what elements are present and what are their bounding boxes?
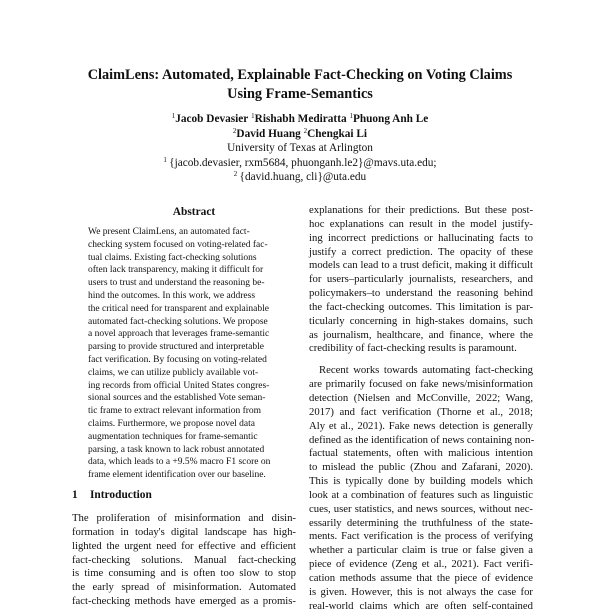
affil-marker: 1 [171, 112, 176, 120]
text-line: to mislead the public (Zhou and Zafarani, 2020). [309, 461, 533, 474]
text-line: ing records from official United States congres- [88, 380, 270, 391]
text-line: is given. However, this is not always the case for [309, 585, 533, 598]
text-line: The proliferation of misinformation and disin- [72, 512, 296, 524]
text-line: real-world claims which are often self-contained [309, 599, 533, 612]
text-line: the fact-checking outcomes. This limitation is par- [309, 300, 533, 313]
text-line: tic frame to extract relevant information from [88, 406, 262, 417]
email-addresses: {jacob.devasier, rxm5684, phuonganh.le2}@mavs.uta.edu; [169, 156, 437, 169]
text-line: checking system focused on voting-related fac- [88, 239, 268, 250]
text-line: 2017) and fact verification (Thorne et al., 2018; [309, 405, 533, 418]
text-line: sional sources and the established Vote seman- [88, 393, 266, 404]
affil-marker: 2 [232, 126, 237, 135]
paper-title [70, 66, 530, 104]
text-line: ing incorrect predictions or hallucinating facts to [309, 231, 533, 244]
text-line: Aly et al., 2021). Fake news detection is generally [309, 419, 533, 432]
text-line: cues, user statistics, and news sources, without nec- [309, 502, 533, 515]
text-line: detection (Nielsen and McConville, 2022; Wang, [309, 391, 533, 404]
text-line: claims, we can utilize publicly available vot- [88, 367, 259, 378]
text-line: justify a correct prediction. The opacity of these [309, 245, 533, 258]
author-line-1 [90, 112, 510, 127]
text-line: fact verification. By focusing on voting-related [88, 354, 267, 365]
affil-marker: 2 [233, 170, 238, 179]
author-name: Jacob Devasier [175, 113, 249, 125]
text-line: defined as the identification of news containing non- [309, 433, 535, 446]
section-heading [72, 489, 152, 501]
text-line: lighted the urgent need for effective and efficient [72, 539, 296, 552]
text-line: Recent works towards automating fact-checking [319, 364, 533, 377]
text-line: data, which leads to a +9.5% macro F1 score on [88, 457, 271, 468]
text-line: ments. Fact verification is the process of verifying [309, 530, 533, 543]
text-line: are primarily focused on fake news/misinformation [309, 378, 533, 391]
email-line-2 [90, 170, 510, 185]
text-line: the critical need for transparent and explainable [88, 303, 269, 314]
text-line: ticularly concerning in high-stakes domains, such [309, 314, 533, 327]
text-line: parsing to provide structured and interpretable [88, 342, 264, 353]
text-line: claims. Furthermore, we propose novel data [88, 418, 255, 429]
author-line-2 [90, 127, 510, 142]
text-line: frame element identification over our baseline. [88, 470, 266, 481]
affil-marker: 1 [251, 112, 255, 120]
text-line: This is typically done by building models which [309, 475, 533, 488]
affil-marker: 1 [163, 155, 167, 164]
text-line: users to trust and understand the reasoning be- [88, 278, 265, 289]
text-line: augmentation techniques for frame-semantic [88, 431, 258, 442]
author-name: Phuong Anh Le [352, 113, 429, 125]
right-column [309, 204, 533, 613]
abstract-body [88, 226, 300, 482]
author-name: David Huang [236, 127, 301, 140]
text-line: formation in today's digital landscape has high- [72, 525, 296, 538]
text-line: factual statements, often with malicious intention [309, 447, 533, 460]
author-name: Chengkai Li [307, 127, 368, 140]
text-line: policymakers–to understand the reasoning behind [309, 287, 533, 300]
section-title: Introduction [90, 489, 152, 501]
author-name: Rishabh Mediratta [254, 113, 347, 125]
text-line: tual claims. Existing fact-checking solutions [88, 252, 257, 263]
text-line: piece of evidence (Zeng et al., 2021). Fact verifi- [309, 558, 533, 571]
text-line: a novel approach that leverages frame-semantic [88, 329, 270, 340]
text-line: fact-checking solutions. Manual fact-checking [72, 553, 296, 566]
affiliation: University of Texas at Arlington [227, 142, 373, 155]
text-line: fact-checking methods have emerged as a promis- [72, 595, 296, 608]
text-line: the early spread of misinformation. Automated [72, 581, 296, 594]
email-line-1 [90, 156, 510, 171]
author-block [90, 112, 510, 185]
text-line: as journalism, healthcare, and finance, where the [309, 328, 533, 341]
text-line: parsing, a task known to lack robust annotated [88, 444, 265, 455]
text-line: often lack transparency, making it difficult for [88, 265, 264, 276]
text-line: whether a particular claim is true or false given a [309, 544, 533, 557]
text-line: cation methods assume that the piece of evidence [309, 571, 533, 584]
text-line: credibility of fact-checking results is paramount. [309, 342, 517, 355]
affil-marker: 2 [303, 126, 308, 135]
text-line: hoc explanations can result in the model justify- [309, 217, 533, 230]
abstract-heading: Abstract [172, 206, 216, 218]
text-line: models can lead to a trust deficit, making it difficult [309, 259, 533, 272]
introduction-body [72, 512, 296, 609]
affil-marker: 1 [349, 112, 353, 120]
title-line-2: Using Frame-Semantics [227, 86, 373, 102]
text-line: look at a combination of features such as linguistic [309, 488, 533, 501]
text-line: essarily determining the truthfulness of the state- [309, 516, 533, 529]
text-line: hind the outcomes. In this work, we address [88, 290, 256, 301]
email-addresses: {david.huang, cli}@uta.edu [239, 171, 367, 184]
text-line: We present ClaimLens, an automated fact- [88, 227, 250, 237]
text-line: for users–particularly journalists, researchers, and [309, 273, 533, 286]
section-number: 1 [72, 489, 78, 501]
text-line: explanations for their predictions. But these post- [309, 204, 533, 216]
text-line: automated fact-checking solutions. We propose [88, 316, 268, 327]
title-line-1: ClaimLens: Automated, Explainable Fact-Checking on Voting Claims [87, 67, 513, 83]
text-line: is time consuming and is often too slow to stop [72, 567, 296, 580]
